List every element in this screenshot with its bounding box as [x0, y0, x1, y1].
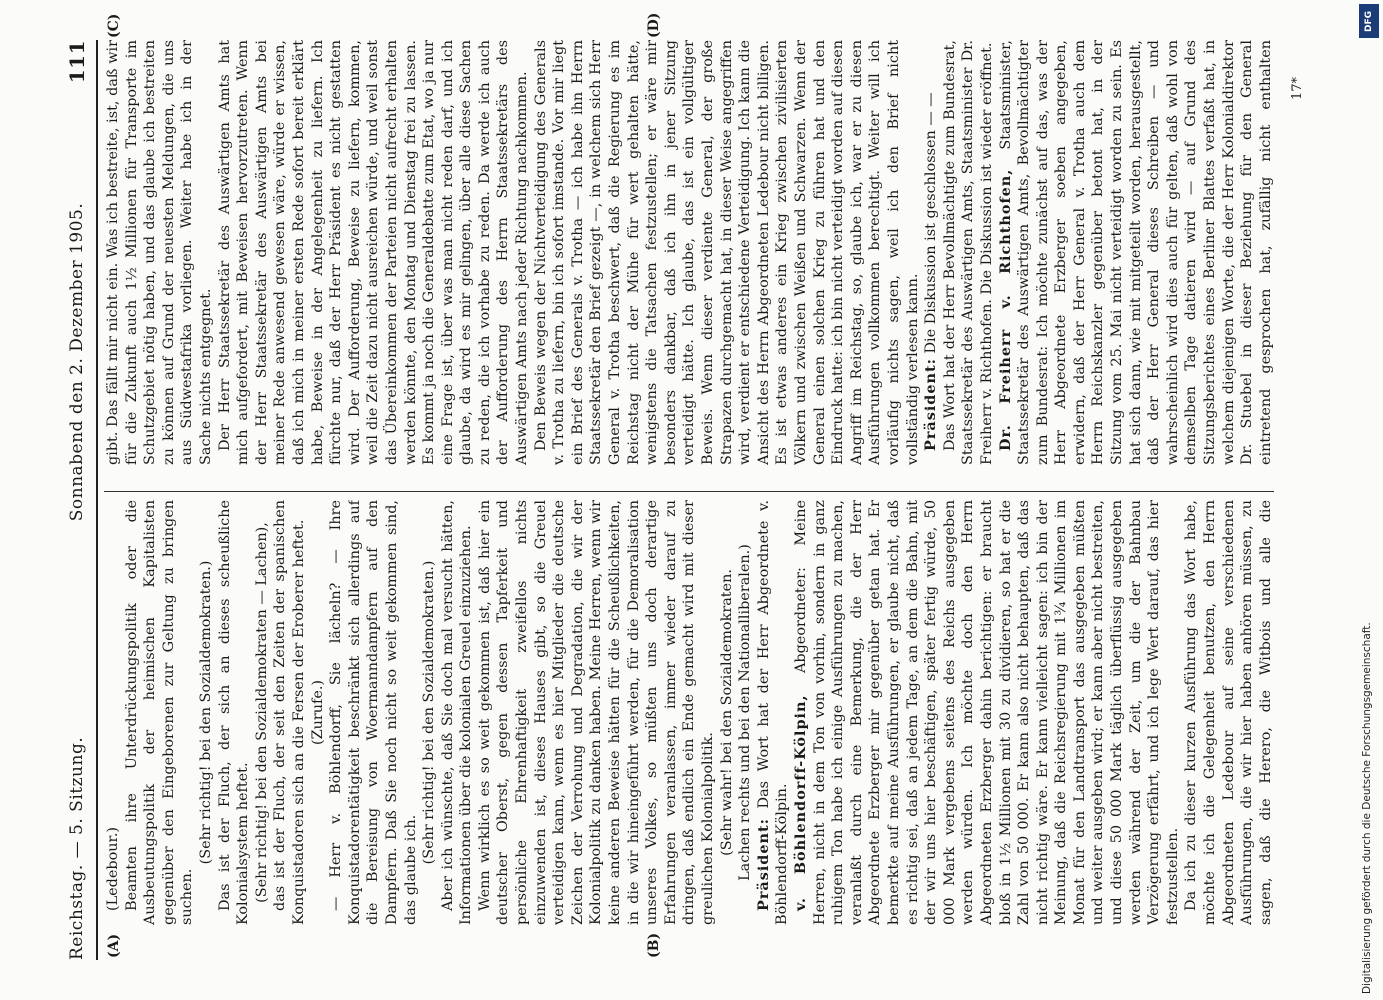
- interjection: Lachen rechts und bei den Nationalliberalen.): [737, 544, 754, 881]
- interjection: (Sehr wahr! bei den Sozialdemokraten.: [718, 569, 735, 856]
- right-column: [104, 40, 1274, 465]
- dfg-logo: DFG: [1359, 4, 1379, 38]
- paragraph: (Ledebour.): [105, 826, 121, 911]
- credit-text: Digitalisierung gefördert durch die Deutsche Forschungsgemeinschaft.: [1361, 622, 1373, 994]
- margin-marker-c: (C): [106, 13, 122, 38]
- paragraph: Den Beweis wegen der Nichtverteidigung des Generals v. Trotha zu liefern, bin ich sofort imstande. Vor mir liegt ein Brief des Generals v. Trotha — ich habe ihn Herrn Staatssekretär den Brief gezeigt —, in welchem sich Herr General v. Trotha beschwert, daß die Regierung es im Reichstag nicht der Mühe für wert gehalten hätte, wenigstens die Tatsachen festzustellen; er wäre mir besonders dankbar, daß ich ihn in jener Sitzung verteidigt hätte. Ich glaube, das ist ein vollgültiger Beweis. Wenn dieser verdiente General, der große Strapazen durchgemacht hat, in dieser Weise angegriffen wird, verdient er entschiedene Verteidigung. Ich kann die Ansicht des Herrn Abgeordneten Ledebour nicht billigen. Es ist etwas anderes ein Krieg zwischen zivilisierten Völkern und zwischen Weißen und Schwarzen. Wenn der General einen solchen Krieg zu führen hat und den Eindruck hatte: ich bin nicht verteidigt worden auf diesen Angriff im Reichstag, so, glaube ich, war er zu diesen Ausführungen vollkommen berechtigt. Weiter will ich vorläufig nichts sagen, weil ich den Brief nicht vollständig verlesen kann.: [532, 40, 921, 465]
- speech-text: Staatsminister, Staatssekretär des Auswärtigen Amts, Bevollmächtigter zum Bundesrat: Ich möchte zunächst auf das, was der Herr Abgeordnete Erzberger soeben angegeben, erwidern, daß der Herr General v. Trotha auch dem Herrn Reichskanzler gegenüber betont hat, in der Sitzung vom 25. Mai nicht verteidigt worden zu sein. Es hat sich dann, wie mit mitgeteilt worden, herausgestellt, daß der Herr General dieses Schreiben — und wahrscheinlich wird dies auch für gelten, daß wohl von demselben Tage datieren wird — auf Grund des Sitzungsberichtes eines Berliner Blattes verfaßt hat, in welchem diejenigen Worte, die der Herr Kolonialdirektor Dr. Stuebel in dieser Beziehung für den General eintretend gesprochen hat, zufällig nicht enthalten: [997, 40, 1274, 465]
- paragraph: Beamten ihre Unterdrückungspolitik oder die Ausbeutungspolitik der heimischen Kapitalisten gegenüber den Eingeborenen zur Geltung zu bringen suchen.: [123, 500, 196, 925]
- header-date: Sonnabend den 2. Dezember 1905.: [67, 202, 87, 522]
- page-number: 111: [65, 40, 89, 84]
- header-rule: [96, 40, 98, 960]
- interjection: (Sehr richtig! bei den Sozialdemokraten — Lachen),: [253, 522, 270, 903]
- digitization-credit: [1355, 0, 1383, 1000]
- paragraph: Aber ich wünschte, daß Sie doch mal versucht hätten, Informationen über die kolonialen Greuel einzuziehen.: [439, 500, 475, 925]
- paragraph: gibt. Das fällt mir nicht ein. Was ich bestreite, ist, daß wir für die Zukunft auch 1½ Millionen für Transporte im Schutzgebiet nötig haben, und das glaube ich bestreiten zu können auf Grund der neuesten Meldungen, die uns aus Südwestafrika vorliegen. Weiter habe ich in der Sache nichts entgegnet.: [105, 40, 214, 465]
- header-left: Reichstag. — 5. Sitzung.: [67, 736, 87, 960]
- speech-text: Das Wort hat der Herr Abgeordnete v. Böhlendorff-Kölpin.: [755, 500, 791, 925]
- interjection: (Sehr richtig! bei den Sozialdemokraten.): [421, 560, 438, 865]
- speaker-name: Präsident:: [754, 818, 772, 911]
- left-column: [104, 500, 1274, 925]
- paragraph: Der Herr Staatssekretär des Auswärtigen Amts hat mich aufgefordert, mit Beweisen hervorzutreten. Wenn der Herr Staatssekretär des Auswärtigen Amts bei meiner Rede anwesend gewesen wäre, würde er wissen, daß ich mich in meiner ersten Rede sofort bereit erklärt habe, Beweise in der Angelegenheit zu liefern. Ich fürchte nur, daß der Herr Präsident es nicht gestatten wird. Der Aufforderung, Beweise zu liefern, kommen, weil die Zeit dazu nicht ausreichen würde, und weil sonst das Übereinkommen der Parteien nicht aufrecht erhalten werden könnte, den Montag und Dienstag frei zu lassen. Es kommt ja noch die Generaldebatte zum Etat, wo ja nur eine Frage ist, über was man nicht reden darf, und ich glaube, da wird es mir gelingen, über alle diese Sachen zu reden, die ich vorhabe zu reden. Da werde ich auch der Aufforderung des Herrn Staatssekretärs des Auswärtigen Amts nach jeder Richtung nachkommen.: [216, 40, 531, 465]
- paragraph: Wenn wirklich es so weit gekommen ist, daß hier ein deutscher Oberst, gegen dessen Tapferkeit und persönliche Ehrenhaftigkeit zweifellos nichts einzuwenden ist, dieses Hauses gibt, so die Greuel verteidigen kann, wenn es hier Mitglieder die deutsche Zeichen der Verrohung und Degradation, die wir der Kolonialpolitik zu danken haben. Meine Herren, wenn wir keine anderen Beweise hätten für die Scheußlichkeiten, in die wir hineingeführt werden, für die Demoralisation unseres Volkes, so müßten uns doch derartige Erfahrungen veranlassen, immer wieder darauf zu dringen, daß endlich ein Ende gemacht wird mit dieser greulichen Kolonialpolitik.: [476, 500, 716, 925]
- interjection: (Zurufe.): [309, 679, 326, 746]
- signature-mark: 17*: [1290, 76, 1305, 100]
- paragraph: Das ist der Fluch, der sich an dieses scheußliche Kolonialsystem heftet.: [216, 500, 252, 925]
- paragraph: das ist der Fluch, der seit den Zeiten der spanischen Konquistadoren sich an die Fersen der Eroberer heftet.: [272, 500, 307, 925]
- speaker-name: Dr. Freiherr v. Richthofen,: [996, 168, 1014, 451]
- speech-paragraph: [755, 500, 792, 925]
- margin-marker-a: (A): [106, 933, 122, 958]
- margin-marker-d: (D): [646, 12, 662, 38]
- speech-text: Die Diskussion ist geschlossen — —: [923, 92, 940, 354]
- interjection: (Sehr richtig! bei den Sozialdemokraten.): [197, 560, 214, 865]
- paragraph: Da ich zu dieser kurzen Ausführung das Wort habe, möchte ich die Gelegenheit benutzen, den Herrn Abgeordneten Ledebour auf seine verschiedenen Ausführungen, die wir hier haben anhören müssen, zu sagen, daß die Herero, die Witbois und alle die: [1183, 500, 1274, 925]
- speaker-name: v. Böhlendorff-Kölpin,: [791, 694, 809, 911]
- speech-paragraph: [792, 500, 1182, 925]
- speech-text: Abgeordneter: Meine Herren, nicht in dem Ton von vorhin, sondern in ganz ruhigem Ton habe ich einige Ausführungen zu machen, veranlaßt durch eine Bemerkung, die der Herr Abgeordnete Erzberger mir gegenüber getan hat. Er bemerkte auf meine Ausführungen, er glaube nicht, daß es richtig sei, daß an jedem Tage, an dem die Bahn, mit der wir uns hier beschäftigen, später fertig würde, 50 000 Mark vergebens seitens des Reichs ausgegeben werden würden. Ich möchte doch den Herrn Abgeordneten Erzberger dahin berichtigen: er braucht bloß in 1½ Millionen mit 30 zu dividieren, so hat er die Zahl von 50 000. Er kann also nicht behaupten, daß das nicht richtig wäre. Er kann vielleicht sagen: ich bin der Meinung, daß die Reichsregierung mit 1¾ Millionen im Monat für den Landtransport das ausgegeben müßten und weiter ausgeben wird; er kann aber nicht bestreiten, und diese 50 000 Mark täglich überflüssig ausgegeben werden während der Zeit, um die der Bahnbau Verzögerung erfährt, und ich lege Wert darauf, das hier festzustellen.: [792, 500, 1181, 925]
- speaker-name: Präsident:: [922, 358, 940, 451]
- paragraph: Das Wort hat der Herr Bevollmächtigte zum Bundesrat, Staatssekretär des Auswärtigen Amts, Staatsminister Dr. Freiherr v. Richthofen. Die Diskussion ist wieder eröffnet.: [941, 40, 995, 465]
- speech-paragraph: [997, 40, 1275, 465]
- column-divider: [104, 491, 1274, 492]
- speech-paragraph: [922, 40, 941, 465]
- paragraph: — Herr v. Böhlendorff, Sie lächeln? — Ihre Konquistadorentätigkeit beschränkt sich allerdings auf die Bereisung von Woermanndampfern auf den Dampfern. Daß Sie noch nicht so weit gekommen sind, das glaube ich.: [328, 500, 419, 925]
- page-header: [60, 40, 94, 960]
- margin-marker-b: (B): [646, 932, 662, 958]
